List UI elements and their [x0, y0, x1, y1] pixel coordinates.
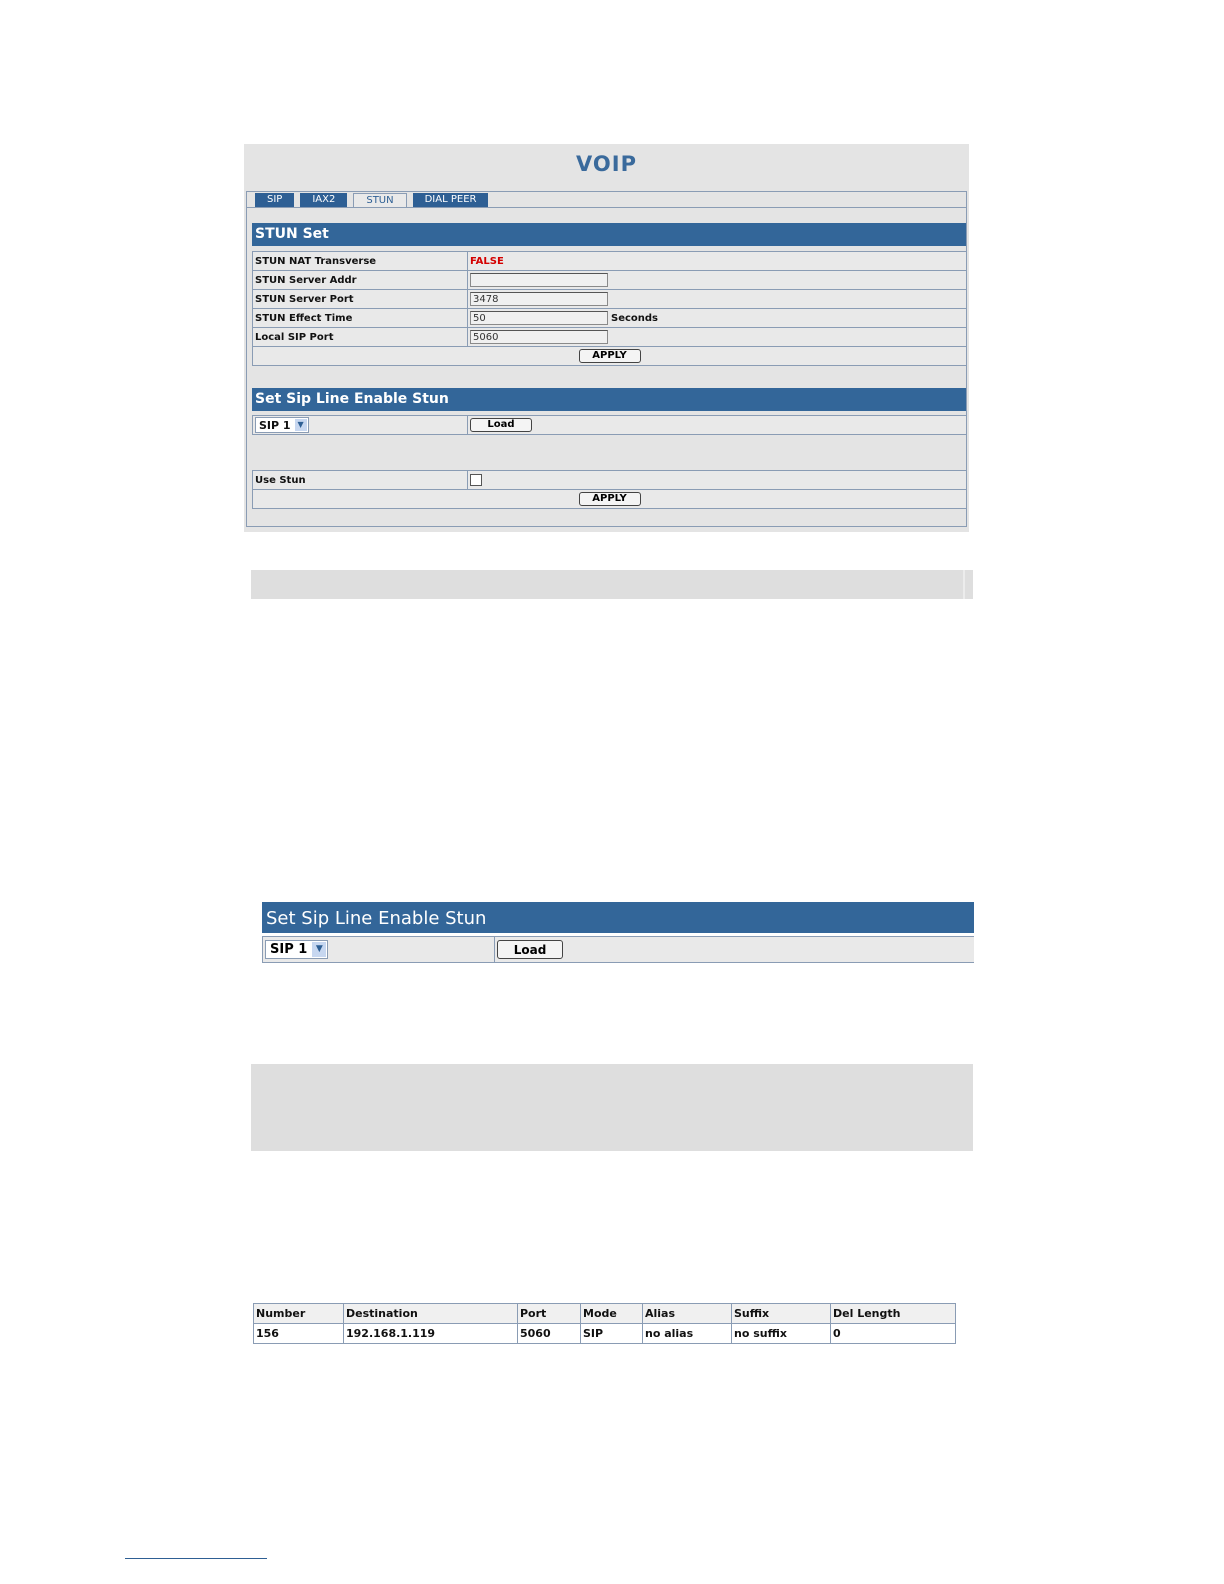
- local-sip-port-input[interactable]: [470, 330, 608, 344]
- cell-destination: 192.168.1.119: [344, 1324, 518, 1344]
- chevron-down-icon[interactable]: ▼: [312, 942, 326, 957]
- tab-stun[interactable]: STUN: [353, 193, 406, 207]
- row-server-port: [253, 290, 967, 309]
- zoom-sip-line-row: [262, 936, 974, 963]
- nat-transverse-label: STUN NAT Transverse: [253, 252, 468, 271]
- effect-time-label: STUN Effect Time: [253, 309, 468, 328]
- cell-port: 5060: [518, 1324, 581, 1344]
- row-use-stun: [253, 471, 967, 490]
- row-effect-time: [253, 309, 967, 328]
- gray-box: [251, 1064, 973, 1151]
- col-suffix: Suffix: [732, 1304, 831, 1324]
- row-sip-line-select: [253, 416, 967, 435]
- voip-panel: [244, 144, 969, 532]
- row-nat-transverse: [253, 252, 967, 271]
- col-alias: Alias: [643, 1304, 732, 1324]
- col-destination: Destination: [344, 1304, 518, 1324]
- use-stun-table: [252, 470, 967, 509]
- cell-suffix: no suffix: [732, 1324, 831, 1344]
- tab-iax2[interactable]: IAX2: [300, 193, 347, 207]
- col-mode: Mode: [581, 1304, 643, 1324]
- zoom-sip-line-select[interactable]: [265, 940, 328, 959]
- tab-sip[interactable]: SIP: [255, 193, 294, 207]
- chevron-down-icon[interactable]: ▼: [295, 419, 307, 431]
- sip-line-select-table: [252, 415, 967, 435]
- row-sip-apply: [253, 490, 967, 509]
- row-server-addr: [253, 271, 967, 290]
- sip-line-apply-button[interactable]: APPLY: [579, 492, 641, 506]
- col-port: Port: [518, 1304, 581, 1324]
- page-title: VOIP: [576, 152, 637, 176]
- footnote-line: [125, 1558, 267, 1559]
- local-sip-port-label: Local SIP Port: [253, 328, 468, 347]
- row-apply: [253, 347, 967, 366]
- table-row[interactable]: [254, 1324, 956, 1344]
- tab-divider: [247, 207, 966, 208]
- dial-peer-header-row: [254, 1304, 956, 1324]
- tab-dial-peer[interactable]: DIAL PEER: [413, 193, 489, 207]
- sip-line-select[interactable]: [255, 417, 309, 433]
- zoom-row-divider: [494, 937, 495, 962]
- tab-bar: [255, 193, 494, 208]
- effect-time-unit: Seconds: [611, 313, 659, 324]
- use-stun-label: Use Stun: [253, 471, 468, 490]
- zoom-select-value: SIP 1: [270, 942, 308, 957]
- sip-line-header: Set Sip Line Enable Stun: [252, 388, 966, 411]
- cell-alias: no alias: [643, 1324, 732, 1344]
- server-port-input[interactable]: [470, 292, 608, 306]
- gray-strip-edge: [963, 570, 965, 599]
- row-local-sip-port: [253, 328, 967, 347]
- stun-set-table: [252, 251, 967, 366]
- server-addr-label: STUN Server Addr: [253, 271, 468, 290]
- cell-mode: SIP: [581, 1324, 643, 1344]
- dial-peer-table: [253, 1303, 956, 1344]
- cell-del-length: 0: [831, 1324, 956, 1344]
- sip-line-select-value: SIP 1: [259, 418, 291, 432]
- voip-frame: [246, 191, 967, 527]
- stun-set-header: STUN Set: [252, 223, 966, 246]
- server-port-label: STUN Server Port: [253, 290, 468, 309]
- cell-number: 156: [254, 1324, 344, 1344]
- effect-time-input[interactable]: [470, 311, 608, 325]
- server-addr-input[interactable]: [470, 273, 608, 287]
- col-number: Number: [254, 1304, 344, 1324]
- zoom-load-button[interactable]: Load: [497, 940, 563, 959]
- zoom-sip-line-header: Set Sip Line Enable Stun: [262, 902, 974, 933]
- stun-apply-button[interactable]: APPLY: [579, 349, 641, 363]
- load-button[interactable]: Load: [470, 418, 532, 432]
- nat-transverse-value: FALSE: [470, 255, 504, 267]
- col-del-length: Del Length: [831, 1304, 956, 1324]
- gray-strip: [251, 570, 973, 599]
- use-stun-checkbox[interactable]: [470, 474, 482, 486]
